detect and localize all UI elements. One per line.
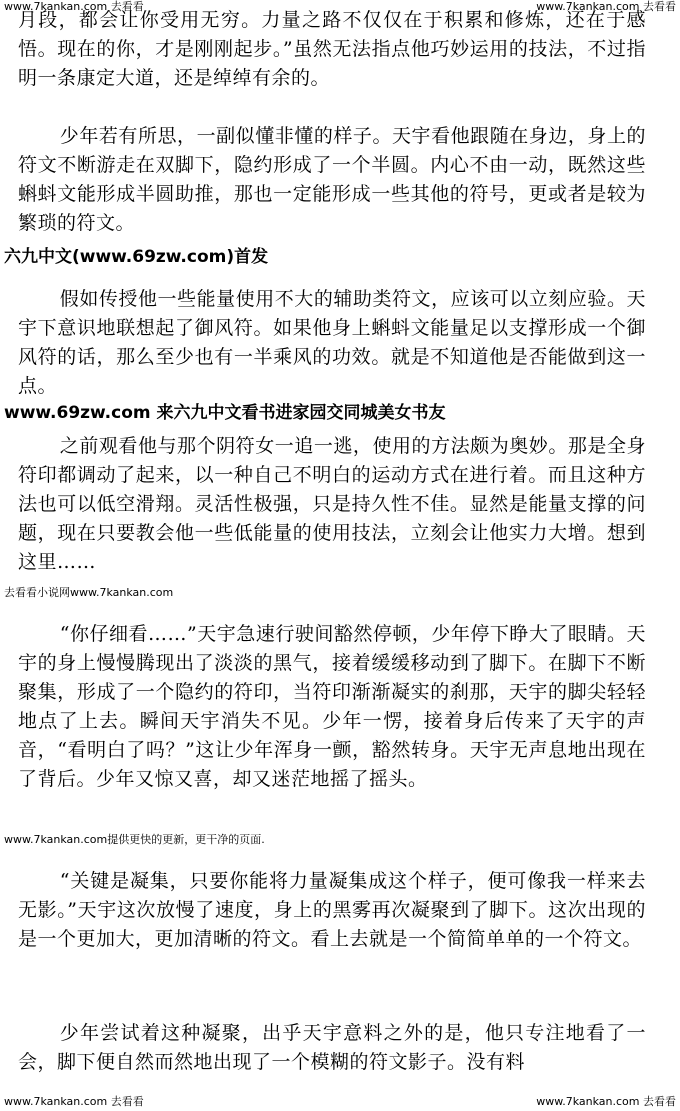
site-notice-69zw-first: 六九中文(www.69zw.com)首发 (4, 247, 269, 267)
paragraph-7: 少年尝试着这种凝聚，出乎天宇意料之外的是，他只专注地看了一会，脚下便自然而然地出现了一个模糊的符文影子。没有料 (18, 1022, 646, 1073)
header-right-link[interactable]: www.7kankan.com 去看看 (536, 0, 676, 13)
paragraph-1: 月段，都会让你受用无穷。力量之路不仅仅在于积累和修炼，还在于感悟。现在的你，才是刚刚起步。”虽然无法指点他巧妙运用的技法，不过指明一条康定大道，还是绰绰有余的。 (18, 9, 646, 89)
header-left-link[interactable]: www.7kankan.com 去看看 (4, 0, 144, 13)
footer-right-link[interactable]: www.7kankan.com 去看看 (536, 1095, 676, 1108)
site-notice-69zw-promo: www.69zw.com 来六九中文看书进家园交同城美女书友 (4, 403, 446, 423)
site-link-7kankan-update[interactable]: www.7kankan.com提供更快的更新，更干净的页面. (4, 833, 265, 846)
paragraph-2: 少年若有所思，一副似懂非懂的样子。天宇看他跟随在身边，身上的符文不断游走在双脚下，隐约形成了一个半圆。内心不由一动，既然这些蝌蚪文能形成半圆助推，那也一定能形成一些其他的符号，更或者是较为繁琐的符文。 (18, 125, 646, 234)
site-link-7kankan[interactable]: 去看看小说网www.7kankan.com (4, 586, 174, 599)
paragraph-6: “关键是凝集，只要你能将力量凝集成这个样子，便可像我一样来去无影。”天宇这次放慢了速度，身上的黑雾再次凝聚到了脚下。这次出现的是一个更加大，更加清晰的符文。看上去就是一个简简单单的一个符文。 (18, 870, 646, 950)
paragraph-3: 假如传授他一些能量使用不大的辅助类符文，应该可以立刻应验。天宇下意识地联想起了御风符。如果他身上蝌蚪文能量足以支撑形成一个御风符的话，那么至少也有一半乘风的功效。就是不知道他是否能做到这一点。 (18, 288, 646, 397)
paragraph-5: “你仔细看……”天宇急速行驶间豁然停顿，少年停下睁大了眼睛。天宇的身上慢慢腾现出了淡淡的黑气，接着缓缓移动到了脚下。在脚下不断聚集，形成了一个隐约的符印，当符印渐渐凝实的刹那，天宇的脚尖轻轻地点了上去。瞬间天宇消失不见。少年一愣，接着身后传来了天宇的声音，“看明白了吗？”这让少年浑身一颤，豁然转身。天宇无声息地出现在了背后。少年又惊又喜，却又迷茫地摇了摇头。 (18, 623, 646, 790)
page-footer (0, 1095, 680, 1109)
footer-left-link[interactable]: www.7kankan.com 去看看 (4, 1095, 144, 1108)
paragraph-4: 之前观看他与那个阴符女一追一逃，使用的方法颇为奥妙。那是全身符印都调动了起来，以一种自己不明白的运动方式在进行着。而且这种方法也可以低空滑翔。灵活性极强，只是持久性不佳。显然是能量支撑的问题，现在只要教会他一些低能量的使用技法，立刻会让他实力大增。想到这里…… (18, 435, 646, 573)
